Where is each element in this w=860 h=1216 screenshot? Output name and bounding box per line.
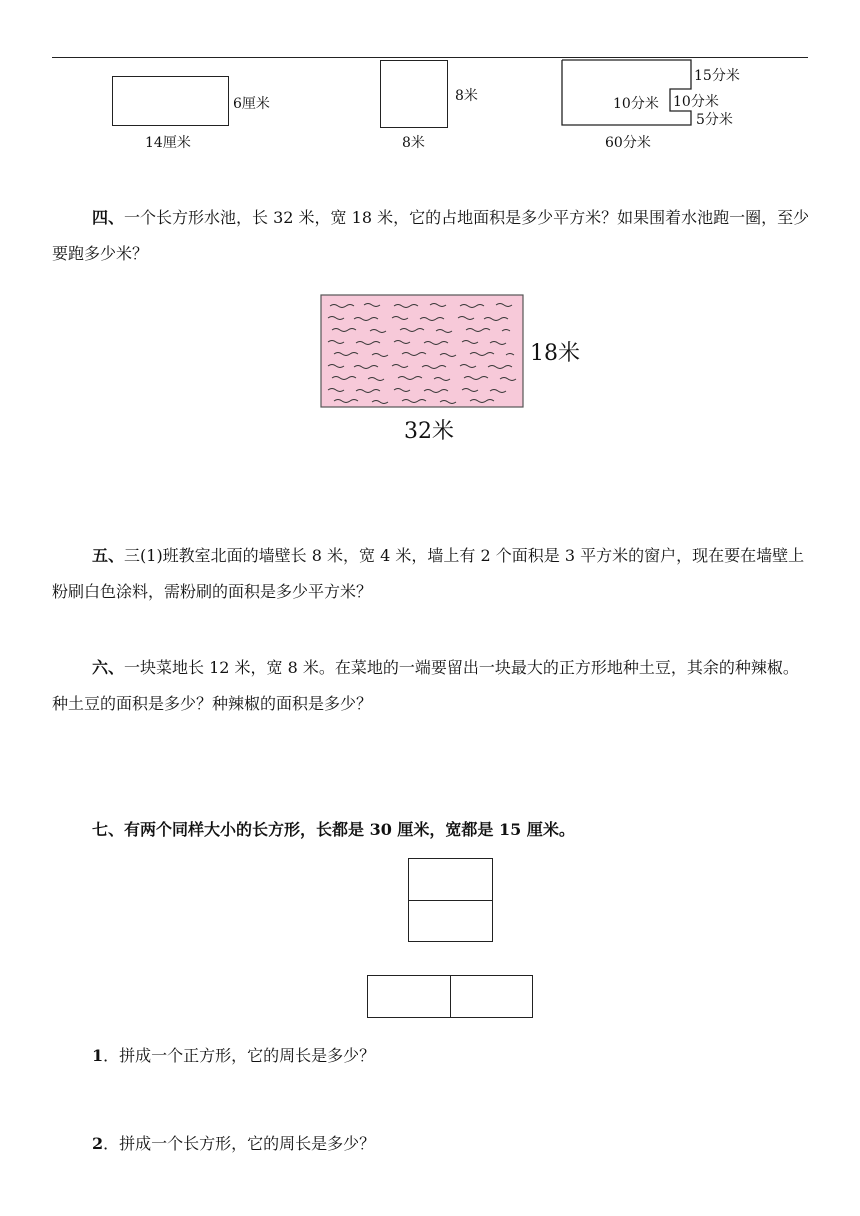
rect-bottom-label: 14厘米 (145, 135, 191, 151)
sub-question-2-text: ．拼成一个长方形，它的周长是多少？ (103, 1134, 376, 1153)
figure-square (380, 60, 448, 128)
question-4-text: 一个长方形水池，长 32 米，宽 18 米，它的占地面积是多少平方米？如果围着水池跑一圈，至少要跑多少米？ (52, 208, 810, 263)
rect-side-label: 6厘米 (233, 96, 270, 112)
sub-question-2-number: 2 (92, 1134, 104, 1153)
stepped-label-10a: 10分米 (613, 96, 659, 112)
question-7-text: 七、有两个同样大小的长方形，长都是 30 厘米，宽都是 15 厘米。 (92, 820, 575, 839)
question-5 (52, 538, 812, 610)
sub-question-1-number: 1 (92, 1046, 104, 1065)
question-6-number: 六、 (92, 658, 125, 677)
question-5-number: 五、 (92, 546, 125, 565)
question-6-text: 一块菜地长 12 米，宽 8 米。在菜地的一端要留出一块最大的正方形地种土豆，其余的种辣椒。种土豆的面积是多少？种辣椒的面积是多少？ (52, 658, 799, 713)
sub-question-1 (92, 1043, 375, 1066)
pool-length-label: 32米 (404, 419, 454, 444)
question-6 (52, 650, 812, 722)
side-rect-right (450, 975, 533, 1018)
stacked-rect-bottom (408, 900, 493, 942)
side-rect-left (367, 975, 451, 1018)
stepped-label-5: 5分米 (696, 112, 733, 128)
question-5-text: 三(1)班教室北面的墙壁长 8 米，宽 4 米，墙上有 2 个面积是 3 平方米的窗户，现在要在墙壁上粉刷白色涂料，需粉刷的面积是多少平方米？ (52, 546, 805, 601)
question-7 (52, 812, 812, 848)
square-bottom-label: 8米 (402, 135, 425, 151)
stepped-bottom-label: 60分米 (605, 135, 651, 151)
square-side-label: 8米 (455, 88, 478, 104)
stepped-label-15: 15分米 (694, 68, 740, 84)
stepped-label-10b: 10分米 (673, 94, 719, 110)
sub-question-1-text: ．拼成一个正方形，它的周长是多少？ (103, 1046, 376, 1065)
question-4 (52, 200, 812, 272)
question-4-number: 四、 (92, 208, 125, 227)
pool-width-label: 18米 (530, 341, 580, 366)
figure-rectangle (112, 76, 229, 126)
sub-question-2 (92, 1131, 375, 1154)
pool-figure (320, 294, 526, 410)
pool-water (321, 295, 523, 407)
stacked-rect-top (408, 858, 493, 901)
